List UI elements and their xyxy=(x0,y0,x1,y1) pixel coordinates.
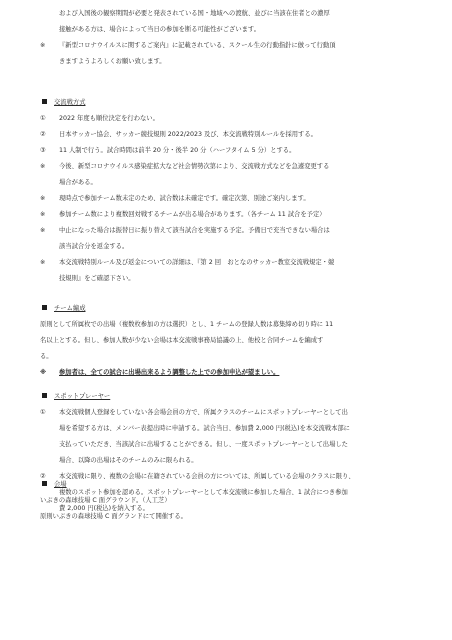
list-item-mark: ① xyxy=(40,409,46,416)
intro-note-mark: ※ xyxy=(40,42,46,49)
list-item-text: 場合、以降の出場はそのチームのみに限られる。 xyxy=(59,457,198,464)
intro-line-1: および入国後の観察期間が必要と発表されている国・地域への渡航、並びに当該在住者との濃厚 xyxy=(59,10,330,17)
list-item-text: 本交流戦に限り、複数の会場に在籍されている会員の方については、所属している会場のクラスに限り、 xyxy=(59,473,355,480)
list-item-text: 参加チーム数により複数回対戦するチームが出る場合があります。（各チーム 11 試合を予定） xyxy=(59,211,326,218)
venue-line-2: 原則いぶきの森球技場 C 面グランドにて開催する。 xyxy=(40,513,187,520)
list-item-mark: ③ xyxy=(40,147,46,154)
list-item-text: 本交流戦個人登録をしていない各会場会員の方で、所属クラスのチームにスポットプレーヤーとして出 xyxy=(59,409,348,416)
section-heading-spot xyxy=(42,392,110,401)
team-note: 参加者は、全ての試合に出場出来るよう調整した上での参加申込が望ましい。 xyxy=(59,369,280,376)
section-heading-venue xyxy=(42,480,67,489)
list-item-text: 現時点で参加チーム数未定のため、試合数は未確定です。確定次第、別途ご案内します。 xyxy=(59,195,310,202)
list-item-text: 複数のスポット参加を認める。スポットプレーヤーとして本交流戦に参加した場合、1 試合につき参加 xyxy=(59,489,348,496)
list-item-text: 日本サッカー協会、サッカー競技規則 2022/2023 及び、本交流戦特別ルールを採用する。 xyxy=(59,131,317,138)
team-line-1: 原則として所属枚での出場（複数枚参加の方は選択）とし、1 チームの登録人数は募集締め切り時に 11 xyxy=(40,321,334,328)
list-item-text: 該当試合分を返金する。 xyxy=(59,243,129,250)
list-item-mark: ② xyxy=(40,473,46,480)
list-item-text: 11 人制で行う。試合時間は前半 20 分・後半 20 分（ハーフタイム 5 分）とする。 xyxy=(59,147,296,154)
intro-note-line-1: 『新型コロナウイルスに関するご案内』に記載されている、スクール生の行動指針に倣って行動頂 xyxy=(59,42,336,49)
square-bullet-icon xyxy=(42,305,47,310)
list-item-mark: ※ xyxy=(40,211,46,218)
list-item-text: 中止になった場合は振替日に振り替えて該当試合を実施する予定。予備日で充当できない場合は xyxy=(59,227,330,234)
list-item-mark: ※ xyxy=(40,195,46,202)
team-line-3: る。 xyxy=(40,353,53,360)
intro-note-line-2: きますようよろしくお願い致します。 xyxy=(59,58,166,65)
list-item-text: 費 2,000 円(税込)を納入する。 xyxy=(59,505,149,512)
list-item-text: 場合がある。 xyxy=(59,179,97,186)
venue-line-1: いぶきの森球技場 C 面グラウンド。（人工芝） xyxy=(40,497,171,504)
team-note-mark: ※ xyxy=(40,369,47,376)
list-item-mark: ② xyxy=(40,131,46,138)
list-item-text: 技規則』をご確認下さい。 xyxy=(59,275,135,282)
intro-line-2: 接触がある方は、場合によって当日の参加を断る可能性がございます。 xyxy=(59,26,260,33)
square-bullet-icon xyxy=(42,393,47,398)
square-bullet-icon xyxy=(42,481,47,486)
list-item-text: 本交流戦特別ルール及び返金についての詳細は、『第 2 回 おとなのサッカー教室交流戦規定・競 xyxy=(59,259,335,266)
list-item-text: 支払っていただき、当該試合に出場することができる。但し、一度スポットプレーヤーとして出場した xyxy=(59,441,348,448)
section-title: チーム編成 xyxy=(54,305,86,312)
list-item-mark: ※ xyxy=(40,227,46,234)
list-item-text: 場を希望する方は、メンバー表提出時に申請する。試合当日、参加費 2,000 円(税込)を本交流戦本部に xyxy=(59,425,350,432)
square-bullet-icon xyxy=(42,99,47,104)
list-item-mark: ※ xyxy=(40,259,46,266)
section-title: 交流戦方式 xyxy=(54,99,86,106)
section-title: 会場 xyxy=(54,481,67,488)
section-title: スポットプレーヤー xyxy=(54,393,111,400)
list-item-text: 2022 年度も順位決定を行わない。 xyxy=(59,115,159,122)
list-item-mark: ① xyxy=(40,115,46,122)
section-heading-team xyxy=(42,304,85,313)
section-heading-format xyxy=(42,98,85,107)
team-line-2: 名以上とする。但し、参加人数が少ない会場は本交流戦事務局協議の上、他校と合同チームを編成す xyxy=(40,337,324,344)
list-item-mark: ※ xyxy=(40,163,46,170)
list-item-text: 今後、新型コロナウイルス感染症拡大など社会情勢次第により、交流戦方式などを急遽変更する xyxy=(59,163,330,170)
